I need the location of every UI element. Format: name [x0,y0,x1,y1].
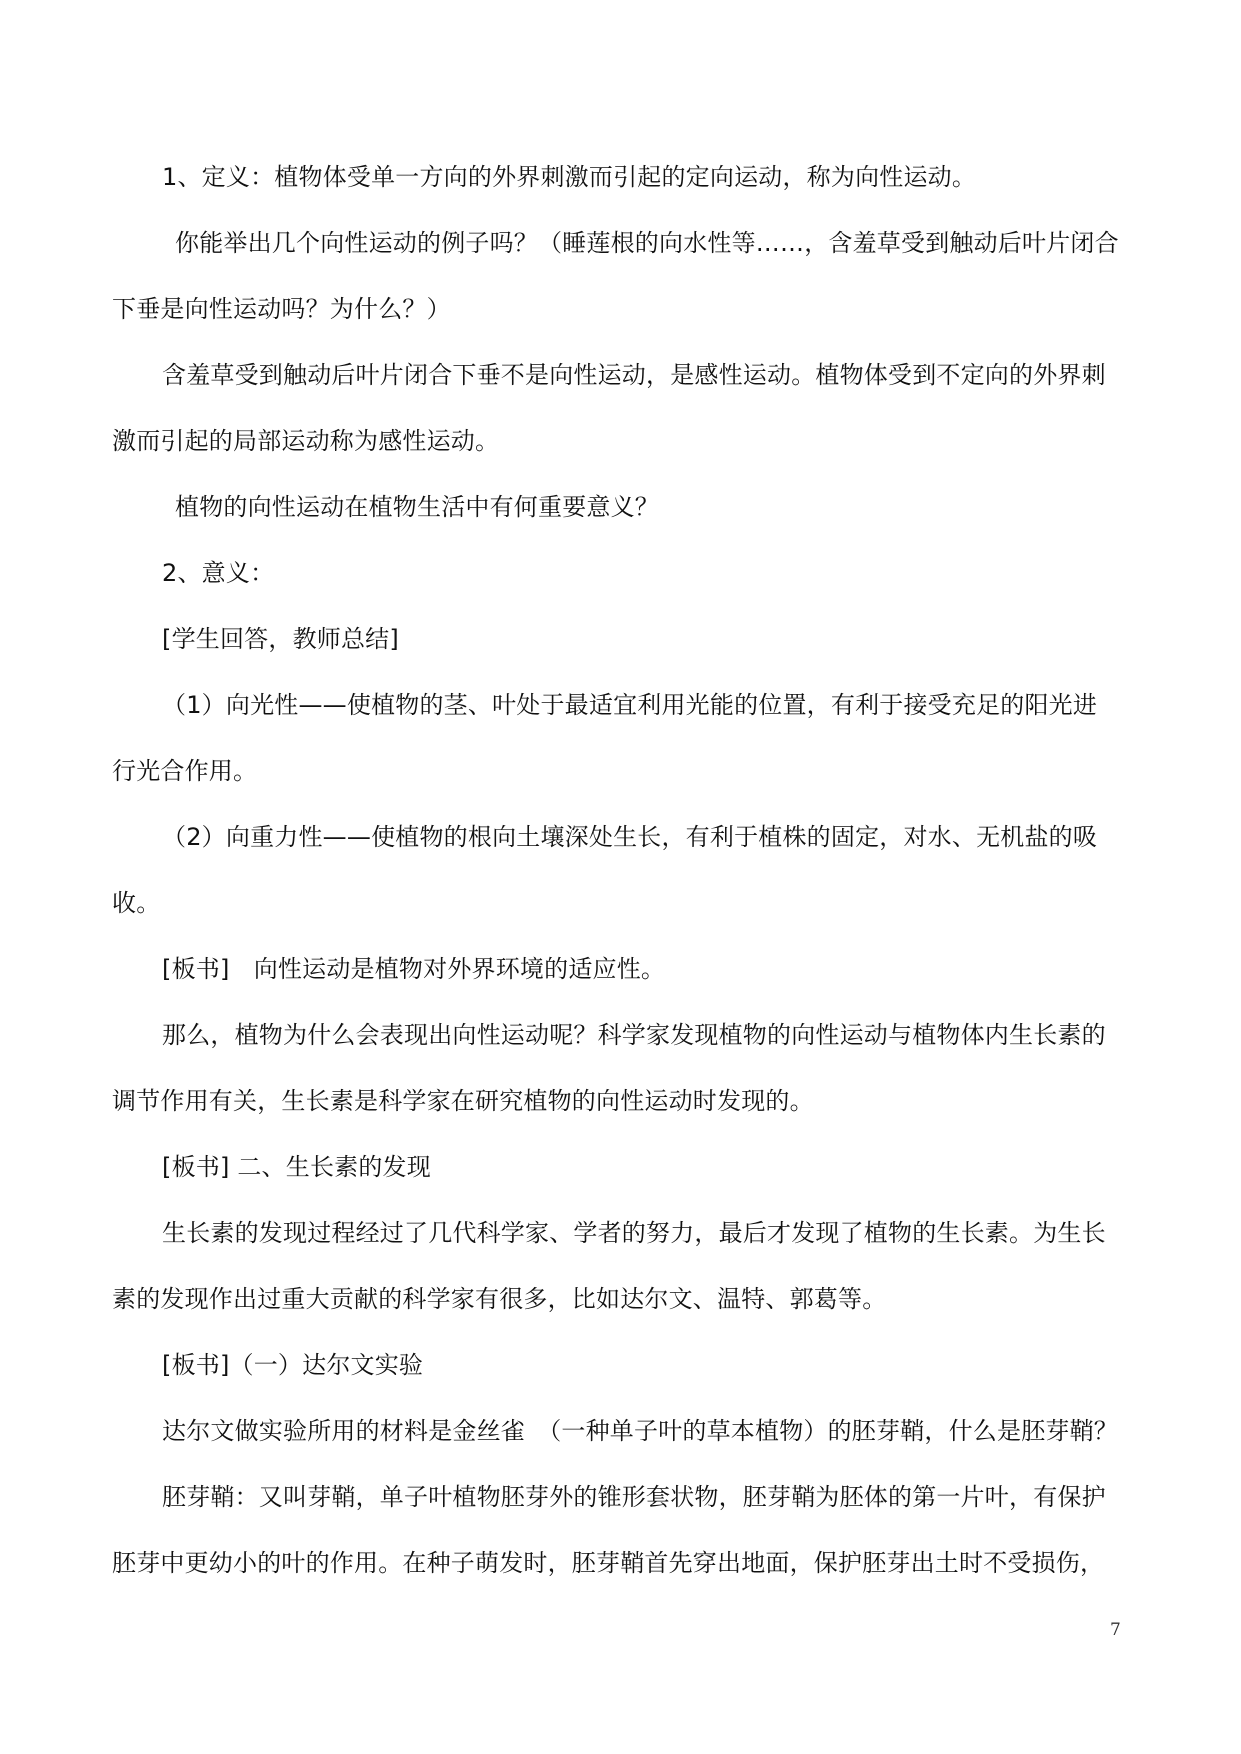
paragraph-question-line-2: 下垂是向性运动吗？为什么？） [112,295,451,323]
item-gravitropism-line-1: （2）向重力性——使植物的根向土壤深处生长，有利于植株的固定，对水、无机盐的吸 [162,823,1098,851]
note-student-answer: [学生回答，教师总结] [162,625,399,653]
item-phototropism-line-1: （1）向光性——使植物的茎、叶处于最适宜利用光能的位置，有利于接受充足的阳光进 [162,691,1098,719]
item-gravitropism-line-2: 收。 [112,889,161,917]
paragraph-question-line-1: 你能举出几个向性运动的例子吗？（睡莲根的向水性等……，含羞草受到触动后叶片闭合 [175,229,1119,257]
board-note-darwin: [板书]（一）达尔文实验 [162,1351,424,1379]
paragraph-significance-question: 植物的向性运动在植物生活中有何重要意义？ [175,493,659,521]
paragraph-auxin-intro-line-1: 那么，植物为什么会表现出向性运动呢？科学家发现植物的向性运动与植物体内生长素的 [162,1021,1106,1049]
board-note-auxin-discovery: [板书] 二、生长素的发现 [162,1153,431,1181]
paragraph-discovery-line-1: 生长素的发现过程经过了几代科学家、学者的努力，最后才发现了植物的生长素。为生长 [162,1219,1106,1247]
paragraph-mimosa-line-2: 激而引起的局部运动称为感性运动。 [112,427,500,455]
paragraph-definition: 1、定义：植物体受单一方向的外界刺激而引起的定向运动，称为向性运动。 [162,163,977,191]
paragraph-darwin-material: 达尔文做实验所用的材料是金丝雀 （一种单子叶的草本植物）的胚芽鞘，什么是胚芽鞘？ [162,1417,1118,1445]
paragraph-discovery-line-2: 素的发现作出过重大贡献的科学家有很多，比如达尔文、温特、郭葛等。 [112,1285,887,1313]
board-note-adaptation: [板书] 向性运动是植物对外界环境的适应性。 [162,955,666,983]
paragraph-mimosa-line-1: 含羞草受到触动后叶片闭合下垂不是向性运动，是感性运动。植物体受到不定向的外界刺 [162,361,1106,389]
paragraph-coleoptile-line-1: 胚芽鞘：又叫芽鞘，单子叶植物胚芽外的锥形套状物，胚芽鞘为胚体的第一片叶，有保护 [162,1483,1106,1511]
paragraph-coleoptile-line-2: 胚芽中更幼小的叶的作用。在种子萌发时，胚芽鞘首先穿出地面，保护胚芽出土时不受损伤， [112,1549,1105,1577]
page-number: 7 [1110,1620,1121,1640]
item-phototropism-line-2: 行光合作用。 [112,757,258,785]
paragraph-auxin-intro-line-2: 调节作用有关，生长素是科学家在研究植物的向性运动时发现的。 [112,1087,814,1115]
heading-significance: 2、意义： [162,559,275,587]
